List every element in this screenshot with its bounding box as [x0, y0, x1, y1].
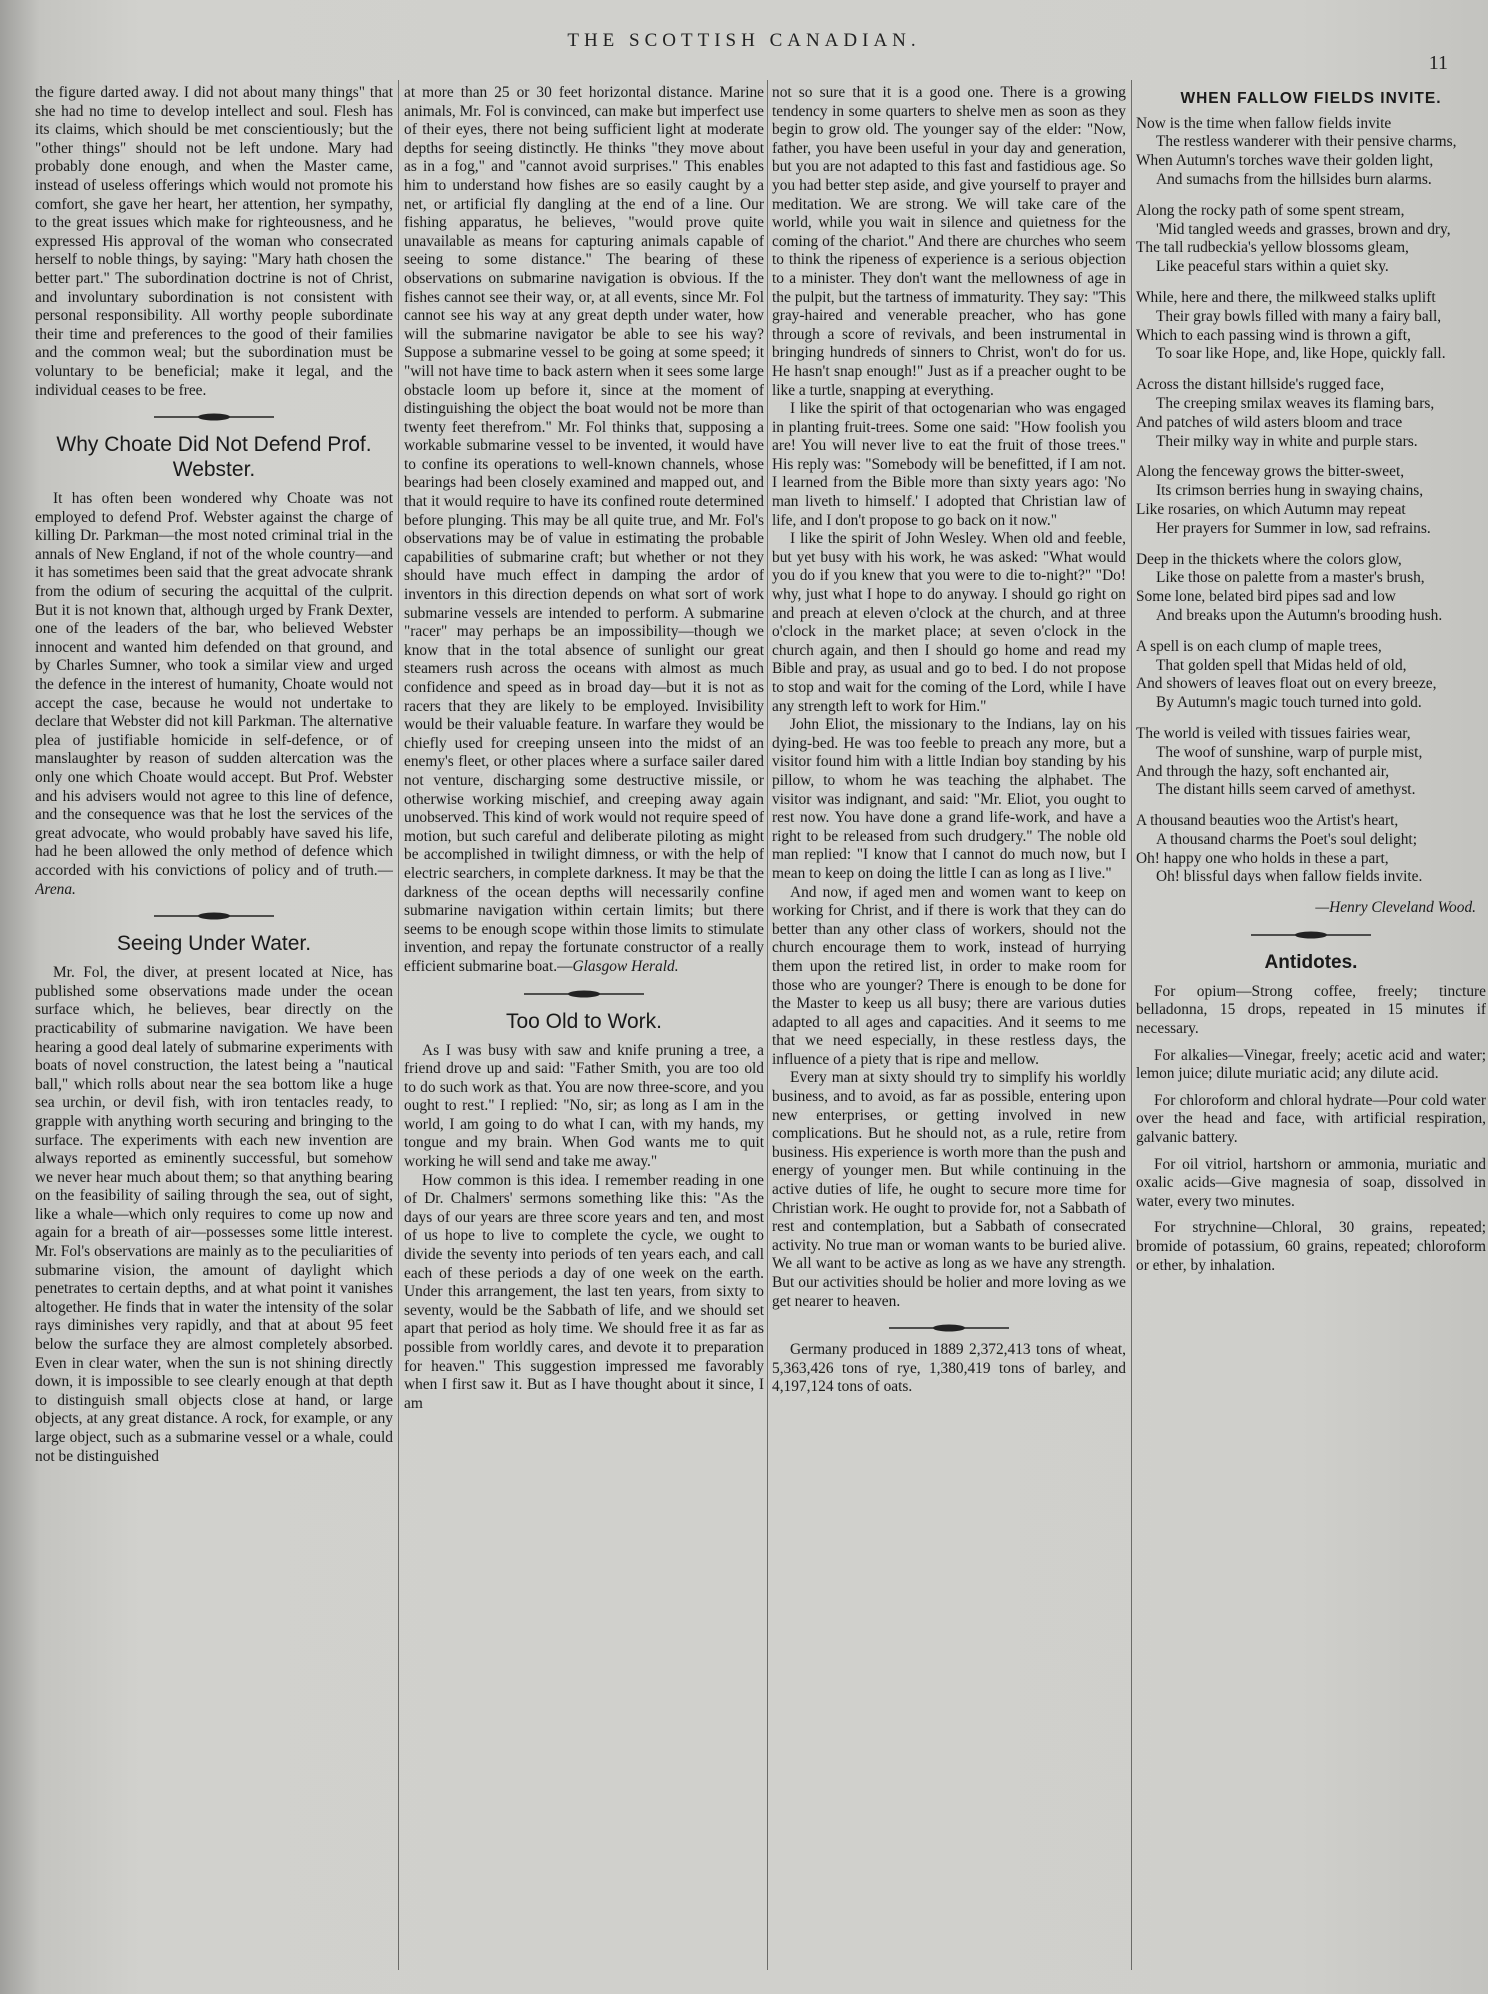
poem-stanza — [1136, 725, 1486, 800]
poem-line: A spell is on each clump of maple trees, — [1136, 637, 1382, 655]
poem-line: Which to each passing wind is thrown a gift, — [1136, 326, 1411, 344]
section-divider — [889, 1323, 1009, 1333]
poem-line: And breaks upon the Autumn's brooding hush. — [1156, 606, 1443, 624]
poem-stanza — [1136, 812, 1486, 887]
poem-line: Across the distant hillside's rugged face, — [1136, 376, 1385, 394]
antidote-item: For alkalies—Vinegar, freely; acetic acid and water; lemon juice; dilute muriatic acid; any dilute acid. — [1136, 1046, 1486, 1083]
masthead: THE SCOTTISH CANADIAN. — [567, 30, 921, 51]
poem-line: Deep in the thickets where the colors glow, — [1136, 550, 1402, 568]
article-choate: It has often been wondered why Choate was not employed to defend Prof. Webster against the charge of killing Dr. Parkman—the most noted criminal trial in the annals of New England, if not of the whole country—and it has sometimes been said that the great advocate shrank from the odium of securing the acquittal of the culprit. But it is not known that, although urged by Frank Dexter, one of the leaders of the bar, who believed Webster innocent and wanted him defended on that ground, and by Charles Sumner, who took a similar view and urged the defence in the interest of humanity, Choate would not accept the case, because he would not undertake to declare that Webster did not kill Parkman. The alternative plea of justifiable homicide in self-defence, or of manslaughter by reason of sudden altercation was the only one which Choate would accept. But Prof. Webster and his advisers would not agree to this line of defence, and the consequence was that he lost the services of the great advocate, who would probably have saved his life, had he been allowed the only method of defence which accorded with his convictions of policy and of truth.—Arena. — [35, 490, 393, 898]
paragraph: not so sure that it is a good one. There is a growing tendency in some quarters to shelve men as soon as they begin to grow old. The younger say of the elder: "Now, father, you have been useful in your day and generation, but you are not adapted to this fast and fastidious age. So you had better step aside, and give yourself to prayer and meditation. We are strong. We will take care of the world, while you wait in silence and quietness for the coming of the chariot." And there are churches who seem to think the ripeness of experience is a serious objection to a minister. They don't want the mellowness of age in the pulpit, but the tartness of immaturity. They say: "This gray-haired and venerable preacher, who has gone through a score of revivals, and been instrumental in bringing hundreds of sinners to Christ, won't do for us. He hasn't snap enough!" Just as if a preacher ought to be like a turtle, snapping at everything. — [772, 84, 1126, 399]
poem-stanza — [1136, 551, 1486, 626]
poem — [1136, 115, 1486, 888]
paragraph: John Eliot, the missionary to the Indians, lay on his dying-bed. He was too feeble to preach any more, but a visitor found him with a little Indian boy standing by his pillow, to whom he was teaching the alphabet. The visitor was indignant, and said: "Mr. Eliot, you ought to rest now. You have done a grand life-work, and have a right to be released from such drudgery." The noble old man replied: "I know that I cannot do much now, but I mean to keep on doing the little I can as long as I live." — [772, 716, 1126, 882]
poem-line: By Autumn's magic touch turned into gold. — [1156, 694, 1422, 712]
poem-line: Its crimson berries hung in swaying chains, — [1156, 482, 1424, 500]
antidote-item: For chloroform and chloral hydrate—Pour cold water over the head and face, with artificial respiration, galvanic battery. — [1136, 1091, 1486, 1147]
paragraph: How common is this idea. I remember reading in one of Dr. Chalmers' sermons something like this: "As the days of our years are three score years and ten, and most of us hope to live to complete the cycle, we ought to divide the seventy into periods of ten years each, and call each of these periods a day of one week on the earth. Under this arrangement, the last ten years, from sixty to seventy, would be the Sabbath of life, and we should set apart that period as holy time. We should free it as far as possible from worldly cares, and devote it to preparation for heaven." This suggestion impressed me favorably when I first saw it. But as I have thought about it since, I am — [404, 1171, 764, 1412]
antidotes-list — [1136, 983, 1486, 1275]
article-source: Glasgow Herald. — [572, 957, 679, 975]
headline-antidotes: Antidotes. — [1264, 951, 1358, 973]
poem-line: The woof of sunshine, warp of purple mist, — [1156, 743, 1423, 761]
poem-line: Along the rocky path of some spent stream, — [1136, 201, 1405, 219]
paragraph: As I was busy with saw and knife pruning a tree, a friend drove up and said: "Father Smith, you are too old to do such work as that. You are now three-score, and you ought to rest." I replied: "No, sir; as long as I am in the world, I am going to do what I can, with my hands, my tongue and my brain. When God wants me to quit working he will send and take me away." — [404, 1041, 764, 1171]
headline-seeing-under-water: Seeing Under Water. — [116, 932, 312, 956]
article-source: Arena. — [35, 880, 76, 898]
poem-line: When Autumn's torches wave their golden light, — [1136, 152, 1434, 170]
poem-line: Along the fenceway grows the bitter-sweet, — [1136, 463, 1405, 481]
article-seeing-under-water-continued: at more than 25 or 30 feet horizontal distance. Marine animals, Mr. Fol is convinced, can make but imperfect use of their eyes, there not being sufficient light at moderate depths for seeing distinctly. He thinks "they move about as in a fog," and "cannot avoid surprises." This enables him to understand how fishes are so easily caught by a net, or artificial fly dangling at the end of a line. Our fishing apparatus, he believes, "would prove quite unavailable as means for capturing animals capable of seeing to some distance." The bearing of these observations on submarine navigation is obvious. If the fishes cannot see their way, or, at all events, since Mr. Fol cannot see his way at any great depth under water, how will the submarine navigator be able to see his way? Suppose a submarine vessel to be going at some speed; it "will not have time to back astern when it sees some large obstacle loom up before it, since at the moment of distinguishing the object the boat would not be more than twenty feet therefrom." Mr. Fol thinks that, supposing a workable submarine vessel to be invented, it would have to confine its operations to well-known channels, whose bearings had been closely examined and mapped out, and that it would require to have its confined route determined before plunging. This may be all quite true, and Mr. Fol's observations may be of value in estimating the probable capabilities of submarine craft; but whether or not they should have much effect in damping the ardor of inventors in this direction depends on what sort of work submarine vessels are intended to perform. A submarine "racer" may perhaps be an impossibility—though we know that in the total absence of sunlight our great steamers rush across the oceans with almost as much confidence and speed as in broad day—but it is not as racers that they are likely to be employed. Invisibility would be their valuable feature. In warfare they would be chiefly used for creeping unseen into the midst of an enemy's fleet, or other places where a surface sailer dared not venture, discharging some destructive missile, or otherwise working mischief, and creeping away again unobserved. This kind of work would not require speed of motion, but such careful and deliberate piloting as might be accomplished in twilight dimness, or with the help of electric searchers, in complete darkness. It may be that the darkness of the ocean depths will necessarily confine submarine navigation within certain limits; but there seems to be enough scope within those limits to stimulate invention, and repay the fortunate constructor of a really efficient submarine boat.—Glasgow Herald. — [404, 84, 764, 975]
poem-line: To soar like Hope, and, like Hope, quickly fall. — [1156, 345, 1446, 363]
poem-line: The tall rudbeckia's yellow blossoms gleam, — [1136, 239, 1409, 257]
poem-line: A thousand charms the Poet's soul delight; — [1156, 830, 1417, 848]
column-rule — [1131, 80, 1132, 1970]
poem-title: WHEN FALLOW FIELDS INVITE. — [1180, 90, 1442, 107]
poem-stanza — [1136, 115, 1486, 190]
poem-line: The world is veiled with tissues fairies wear, — [1136, 724, 1411, 742]
section-divider — [1251, 930, 1371, 940]
column-4 — [1136, 84, 1486, 1964]
poem-line: The creeping smilax weaves its flaming bars, — [1156, 394, 1435, 412]
poem-line: Her prayers for Summer in low, sad refrains. — [1156, 519, 1431, 537]
antidote-item: For strychnine—Chloral, 30 grains, repeated; bromide of potassium, 60 grains, repeated; chloroform or ether, by inhalation. — [1136, 1219, 1486, 1274]
poem-line: The distant hills seem carved of amethyst. — [1156, 781, 1416, 799]
paragraph: And now, if aged men and women want to keep on working for Christ, and if there is work that they can do better than any other class of workers, should not the church encourage them to work, instead of hurrying them upon the retired list, in order to make room for those who are younger? There is enough to be done for the Master to keep us all busy; there are various duties adapted to all ages and capacities. And it seems to me that we need especially, in these restless days, the influence of a piety that is ripe and mellow. — [772, 883, 1126, 1068]
poem-line: That golden spell that Midas held of old, — [1156, 656, 1407, 674]
antidote-item: For opium—Strong coffee, freely; tincture belladonna, 15 drops, repeated in 15 minutes if necessary. — [1136, 982, 1486, 1038]
headline-choate: Why Choate Did Not Defend Prof. Webster. — [56, 433, 372, 482]
poem-line: And through the hazy, soft enchanted air, — [1136, 762, 1390, 780]
poem-author: —Henry Cleveland Wood. — [1315, 899, 1476, 917]
paragraph: I like the spirit of John Wesley. When old and feeble, but yet busy with his work, he was asked: "What would you do if you knew that you were to die to-night?" "Do! why, just what I hope to do anyway. I should go right on and preach at eleven o'clock at the church, and at three o'clock in the market place; at seven o'clock in the church again, and then I should go home and read my Bible and pray, as usual and go to bed. I do not propose to stop and wait for the coming of the Lord, while I have any strength left to work for Him." — [772, 530, 1126, 715]
poem-line: The restless wanderer with their pensive charms, — [1156, 133, 1457, 151]
poem-line: Their milky way in white and purple stars. — [1156, 432, 1418, 450]
poem-stanza — [1136, 289, 1486, 364]
poem-line: Oh! happy one who holds in these a part, — [1136, 849, 1389, 867]
column-rule — [767, 80, 768, 1970]
headline-too-old-to-work: Too Old to Work. — [505, 1009, 662, 1033]
article-seeing-under-water: Mr. Fol, the diver, at present located at Nice, has published some observations made under the ocean surface which, he believes, bear directly on the practicability of submarine navigation. We have been hearing a good deal lately of submarine experiments with boats of novel construction, the latest being a "nautical ball," which rolls about near the sea bottom like a huge sea urchin, or devil fish, with iron tentacles ready, to grapple with anything worth securing and bringing to the surface. The experiments with each new invention are always reported as eminently successful, but somehow we never hear much about them; so that anything bearing on the feasibility of sailing through the sea, out of sight, like a whale—which only requires to come up now and again for a breath of air—possesses some little interest. Mr. Fol's observations are mainly as to the peculiarities of submarine vision, the amount of daylight which penetrates to certain depths, and at what point it vanishes altogether. He finds that in water the intensity of the solar rays diminishes very rapidly, and that at about 95 feet below the surface they are almost completely absorbed. Even in clear water, when the sun is not shining directly down, it is impossible to see clearly enough at that depth to distinguish small objects close at hand, or large objects, at any great distance. A rock, for example, or any large object, such as a submarine vessel or a whale, could not be distinguished — [35, 964, 393, 1465]
poem-stanza — [1136, 202, 1486, 277]
antidote-item: For oil vitriol, hartshorn or ammonia, muriatic and oxalic acids—Give magnesia of soap, dissolved in water, every two minutes. — [1136, 1155, 1486, 1210]
poem-line: A thousand beauties woo the Artist's heart, — [1136, 812, 1399, 830]
section-divider — [524, 989, 644, 999]
section-divider — [154, 412, 274, 422]
poem-stanza — [1136, 463, 1486, 538]
poem-line: Their gray bowls filled with many a fairy ball, — [1156, 307, 1442, 325]
column-1 — [35, 84, 393, 1964]
poem-line: While, here and there, the milkweed stalks uplift — [1136, 288, 1436, 306]
poem-line: 'Mid tangled weeds and grasses, brown and dry, — [1156, 220, 1451, 238]
poem-line: And patches of wild asters bloom and trace — [1136, 413, 1403, 431]
poem-line: Some lone, belated bird pipes sad and low — [1136, 588, 1396, 606]
poem-stanza — [1136, 638, 1486, 713]
column-3 — [772, 84, 1126, 1964]
poem-line: And sumachs from the hillsides burn alarms. — [1156, 170, 1432, 188]
section-divider — [154, 911, 274, 921]
poem-line: Like peaceful stars within a quiet sky. — [1156, 258, 1389, 276]
poem-line: Like those on palette from a master's brush, — [1156, 569, 1425, 587]
poem-line: And showers of leaves float out on every breeze, — [1136, 675, 1437, 693]
article-continuation: the figure darted away. I did not about many things" that she had no time to develop intellect and soul. Flesh has its claims, which should be met conscientiously; but the "other things" should not be left undone. Mary had probably done enough, and when the Master came, instead of useless offerings which would not promote his comfort, she gave her heart, her attention, her sympathy, to the great issues which make for righteousness, and he expressed His approval of the woman who consecrated herself to noble things, by saying: "Mary hath chosen the better part." The subordination doctrine is not of Christ, and involuntary subordination is not consistent with personal responsibility. All worthy people subordinate their time and preferences to the good of their families and the common weal; but the subordination must be voluntary to be beneficial; make it legal, and the individual ceases to be free. — [35, 84, 393, 399]
column-2 — [404, 84, 764, 1964]
page-number: 11 — [1428, 52, 1448, 74]
germany-notice: Germany produced in 1889 2,372,413 tons of wheat, 5,363,426 tons of rye, 1,380,419 tons of barley, and 4,197,124 tons of oats. — [772, 1341, 1126, 1396]
poem-line: Like rosaries, on which Autumn may repeat — [1136, 500, 1406, 518]
paragraph: Every man at sixty should try to simplify his worldly business, and to avoid, as far as possible, entering upon new enterprises, or getting involved in new complications. But he should not, as a rule, retire from business. His experience is worth more than the push and energy of younger men. But while continuing in the active duties of life, he ought to secure more time for Christian work. He ought to provide for, not a Sabbath of rest and contemplation, but a Sabbath of consecrated activity. No true man or woman wants to be buried alive. We all want to be active as long as we have any strength. But our activities should be holier and more loving as we get nearer to heaven. — [772, 1069, 1126, 1310]
column-rule — [398, 80, 399, 1970]
poem-line: Now is the time when fallow fields invite — [1136, 114, 1392, 132]
poem-line: Oh! blissful days when fallow fields invite. — [1156, 868, 1423, 886]
paragraph: I like the spirit of that octogenarian who was engaged in planting fruit-trees. Some one said: "How foolish you are! You will never live to eat the fruit of those trees." His reply was: "Somebody will be benefitted, if I am not. I learned from the Bible more than sixty years ago: 'No man liveth to himself.' I adopted that Christian law of life, and I don't propose to go back on it now." — [772, 400, 1126, 529]
poem-stanza — [1136, 376, 1486, 451]
